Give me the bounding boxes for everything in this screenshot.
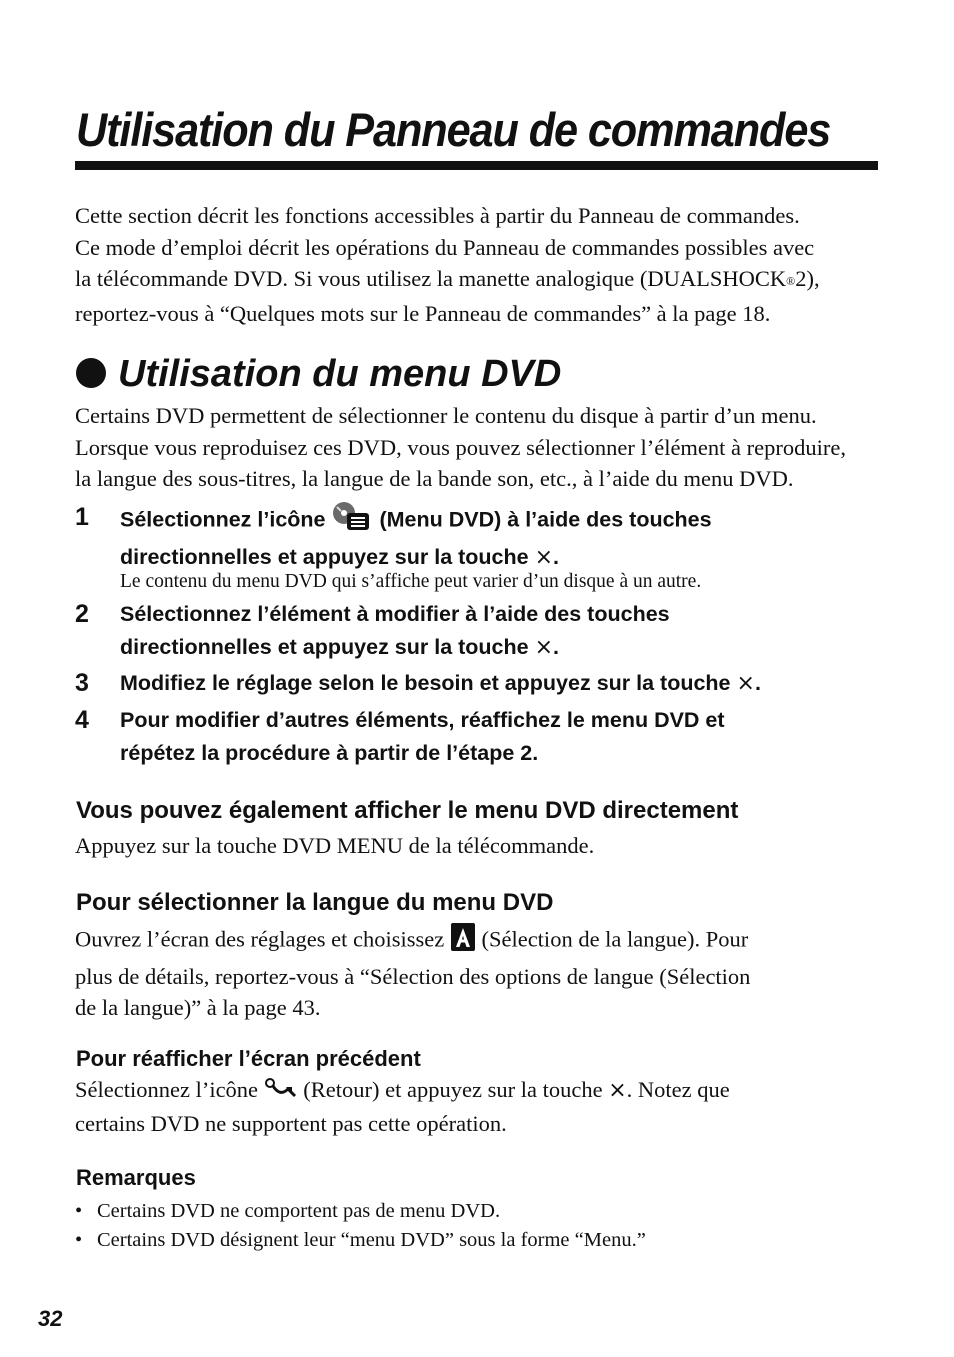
section-line-1: Certains DVD permettent de sélectionner le contenu du disque à partir d’un menu. — [75, 403, 817, 428]
cross-button-icon: × — [534, 545, 554, 570]
sub2-line-1 — [75, 922, 875, 961]
step-text — [120, 667, 761, 700]
dvd-menu-icon — [331, 501, 373, 541]
step-2-line-1: Sélectionnez l’élément à modifier à l’aide des touches — [120, 602, 670, 626]
remarks-heading: Remarques — [76, 1165, 196, 1190]
bullet: • — [75, 1200, 83, 1222]
section-heading-text: Utilisation du menu DVD — [118, 353, 562, 395]
sub3-line-2: certains DVD ne supportent pas cette opération. — [75, 1110, 507, 1136]
bullet: • — [75, 1229, 83, 1251]
sub1-paragraph — [75, 830, 875, 862]
step-2-line-2 — [120, 631, 670, 664]
sub3-text-a: Sélectionnez l’icône — [75, 1077, 259, 1102]
step-1-note: Le contenu du menu DVD qui s’affiche peut varier d’un disque à un autre. — [120, 571, 702, 592]
step-3-text: Modifiez le réglage selon le besoin et appuyez sur la touche — [120, 671, 731, 695]
sub2-text-a: Ouvrez l’écran des réglages et choisissez — [75, 926, 445, 952]
step-1-text-c: directionnelles et appuyez sur la touche — [120, 545, 529, 569]
sub2-paragraph — [75, 922, 875, 1024]
step-text — [120, 501, 712, 574]
list-item — [75, 1226, 646, 1255]
intro-paragraph — [75, 200, 875, 329]
language-icon — [450, 922, 476, 961]
cross-button-icon: × — [534, 635, 554, 660]
section-line-2: Lorsque vous reproduisez ces DVD, vous pouvez sélectionner l’élément à reproduire, — [75, 434, 846, 460]
sub1-line-1: Appuyez sur la touche DVD MENU de la télécommande. — [75, 833, 595, 858]
step-1-line-1 — [120, 501, 712, 541]
step-3-line-1 — [120, 667, 761, 700]
step-4-line-2: répétez la procédure à partir de l’étape 2. — [120, 741, 539, 765]
page-number: 32 — [38, 1306, 63, 1331]
sub3-paragraph — [75, 1074, 875, 1139]
step-4-line-1: Pour modifier d’autres éléments, réaffichez le menu DVD et — [120, 708, 725, 732]
intro-line-2: Ce mode d’emploi décrit les opérations du Panneau de commandes possibles avec — [75, 234, 815, 260]
step-1-text-a: Sélectionnez l’icône — [120, 507, 326, 532]
page-title: Utilisation du Panneau de commandes — [76, 103, 831, 156]
step-number: 1 — [75, 503, 89, 531]
step-text — [120, 598, 670, 664]
sub3-text-b: (Retour) et appuyez sur la touche — [303, 1077, 603, 1102]
intro-line-3-end: 2), — [795, 266, 820, 291]
sub2-line-2: plus de détails, reportez-vous à “Sélection des options de langue (Sélection — [75, 963, 751, 989]
svg-text:A: A — [449, 922, 451, 923]
intro-line-3-text: la télécommande DVD. Si vous utilisez la manette analogique (DUALSHOCK — [75, 266, 787, 291]
list-item — [75, 1197, 646, 1226]
step-text — [120, 704, 725, 770]
subheading-dvd-menu-direct: Vous pouvez également afficher le menu DVD directement — [76, 797, 739, 824]
step-2-end: . — [553, 635, 560, 659]
remark-text: Certains DVD ne comportent pas de menu DVD. — [97, 1200, 501, 1222]
step-1-end: . — [553, 545, 560, 569]
remark-text: Certains DVD désignent leur “menu DVD” sous la forme “Menu.” — [97, 1229, 646, 1251]
remarks-list — [75, 1197, 646, 1255]
sub3-text-c: . Notez que — [626, 1077, 730, 1102]
section-line-3: la langue des sous-titres, la langue de la bande son, etc., à l’aide du menu DVD. — [75, 466, 794, 491]
cross-button-icon: × — [736, 671, 755, 696]
step-number: 4 — [75, 706, 89, 734]
cross-button-icon: × — [608, 1078, 627, 1103]
sub3-line-1 — [75, 1074, 875, 1108]
intro-line-1: Cette section décrit les fonctions accessibles à partir du Panneau de commandes. — [75, 203, 800, 228]
section-heading — [76, 350, 561, 398]
title-underline — [75, 161, 878, 170]
section-bullet-icon — [76, 358, 106, 388]
return-icon — [264, 1076, 298, 1108]
section-paragraph — [75, 400, 875, 495]
step-1-text-b: (Menu DVD) à l’aide des touches — [379, 507, 712, 532]
step-3-end: . — [754, 671, 761, 695]
registered-mark: ® — [786, 274, 796, 288]
sub2-text-b: (Sélection de la langue). Pour — [481, 926, 749, 952]
step-number: 3 — [75, 669, 89, 697]
intro-line-4: reportez-vous à “Quelques mots sur le Panneau de commandes” à la page 18. — [75, 300, 771, 326]
step-number: 2 — [75, 600, 89, 628]
step-2-text-b: directionnelles et appuyez sur la touche — [120, 635, 529, 659]
intro-line-3 — [75, 263, 875, 298]
subheading-menu-language: Pour sélectionner la langue du menu DVD — [76, 889, 554, 916]
sub2-line-3: de la langue)” à la page 43. — [75, 995, 321, 1020]
subheading-previous-screen: Pour réafficher l’écran précédent — [76, 1046, 421, 1071]
